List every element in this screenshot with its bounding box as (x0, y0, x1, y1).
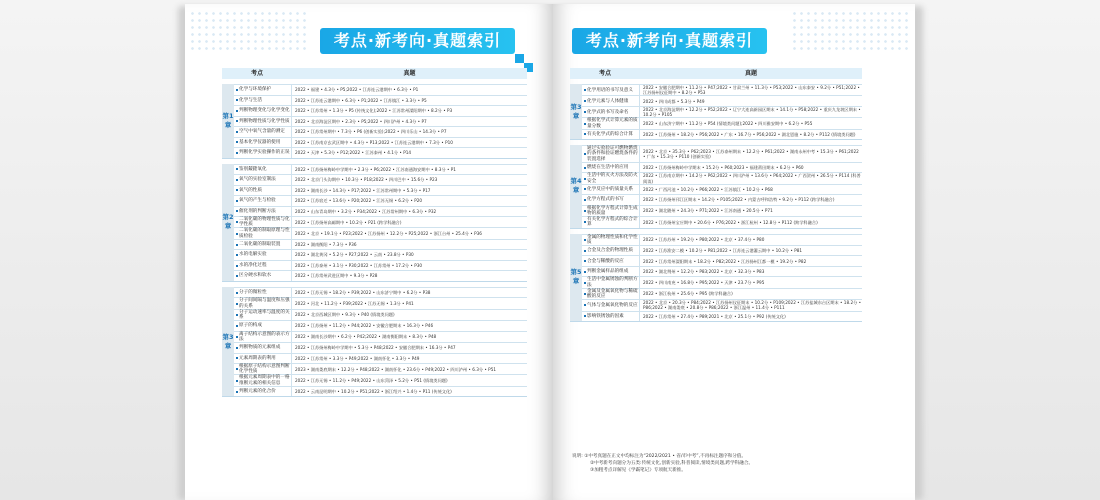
topic-text: 分子的微粒性 (239, 289, 267, 295)
table-row (582, 145, 862, 162)
refs-cell: 2022 • 北京 • 19.1分 • P23;2022 • 江苏扬州 • 12.2分 • P25;2022 • 浙江台州 • 25.4分 • P36 (295, 231, 482, 236)
topic-text: 元素周期表的利用 (239, 355, 276, 361)
left-title-banner (320, 28, 515, 54)
topic-text: 鉴别鍰鍷氧化 (239, 166, 267, 172)
topic-text: 合金与稀酸的反应 (587, 258, 624, 264)
refs-cell: 2022 • 北京 • 20.3分 • P84;2022 • 江苏扬州仪征期末 • 10.2分 • P109;2022 • 江苏盐城东台区期末 • 18.2分 • P86;2022 • 湖南娄底 • 20.8分 • P86;2022 • 浙江温州 • 11.4分 • P111 (643, 300, 862, 311)
dot-pattern (189, 10, 309, 50)
refs-cell: 2022 • 江苏常州溧阳期末 • 18.2分 • P82;2022 • 江苏扬州江都一模 • 19.2分 • P82 (643, 258, 807, 264)
refs-cell: 2022 • 江苏扬州梅岭中学期中 • 5.3分 • P48;2022 • 安徽合肥期末 • 16.3分 • P47 (295, 345, 456, 351)
table-row (234, 249, 527, 260)
refs-cell: 2022 • 江苏南京期中 • 14.2分 • P62;2022 • 四川泸州 • 13.6分 • P64;2022 • 广西贺州 • 26.5分 • P114 (科普阅读) (643, 173, 861, 184)
topic-cell (234, 354, 292, 364)
refs-cell: 2022 • 江苏常州 • 27.4分 • P89;2021 • 北京 • 25.1分 • P92 (传统文化) (643, 313, 786, 319)
chapter-label: 第4章 (570, 145, 582, 227)
chapter-block (222, 287, 527, 398)
table-row (234, 126, 527, 137)
refs-cell: 2022 • 江苏无锡 • 11.2分 • P49;2022 • 山东菏泽 • 5.2分 • P51 (情境类问题) (295, 378, 448, 384)
chapter-label: 第3章 (570, 84, 582, 139)
refs-cell: 2022 • 湖北荆州 • 12.2分 • P83;2022 • 北京 • 32.3分 • P83 (643, 269, 765, 275)
table-row (234, 287, 527, 298)
topic-cell (234, 217, 292, 227)
chapter-block (570, 84, 862, 140)
refs-cell: 2022 • 江苏扬州邗江区期末 • 14.2分 • P105;2022 • 内蒙古呼和浩特 • 9.2分 • P112 (跨学科融合) (643, 197, 835, 203)
topic-cell (582, 235, 640, 245)
refs-cell: 2022 • 江苏常州期中 • 7.3分 • P6 (创新实验);2022 • 四川乐山 • 14.3分 • P7 (295, 129, 447, 135)
topic-cell (582, 146, 640, 162)
topic-text: 判断物理变化与化学变化 (239, 108, 290, 114)
topic-cell (234, 240, 292, 250)
refs-cell: 2022 • 江苏扬州 • 18.2分 • P56;2022 • 广东 • 16.7分 • P56;2022 • 湖北恩施 • 8.2分 • P112 (情境类问题) (643, 131, 856, 137)
table-row (582, 184, 862, 195)
chapter-block (570, 145, 862, 228)
topic-cell (582, 130, 640, 140)
topic-text: 化学反应中的质量关系 (587, 186, 633, 192)
refs-cell: 2022 • 北京 • 35.3分 • P62;2023 • 江苏泰州期末 • 12.2分 • P61;2022 • 湖南永州中考 • 15.3分 • P61;2022 • 广东 • 15.3分 • P110 (创新实验) (643, 148, 859, 160)
refs-cell: 2022 • 山东青岛期中 • 3.2分 • P34;2022 • 江苏常州期中 • 6.3分 • P32 (295, 208, 437, 214)
topic-text: 判断物质的元素组成 (239, 345, 281, 351)
topic-cell (582, 96, 640, 106)
topic-text: 通过实验验证可燃物燃烧的条件和验证燃烧条件的装置选择 (587, 146, 638, 162)
topic-text: 分子运动速率与温度的关系 (239, 309, 290, 320)
table-row (582, 266, 862, 277)
table-row (582, 311, 862, 322)
refs-cell: 2022 • 山东济宁期中 • 11.2分 • P54 (情境类问题);2022 • 四川雅安期中 • 6.2分 • P55 (643, 120, 813, 126)
refs-cell: 2022 • 江苏宿迁 • 13.6分 • P20;2022 • 江苏无锡 • 6.2分 • P20 (295, 198, 423, 204)
table-row (582, 95, 862, 106)
topic-text: 气体与金属氧化物的反应 (587, 302, 638, 308)
topic-cell (582, 312, 640, 322)
table-row (234, 260, 527, 271)
refs-cell: 2022 • 四川南充 • 16.8分 • P95;2022 • 天津 • 23.7分 • P95 (643, 280, 765, 286)
topic-text: 二氧化碳的制取装置 (239, 241, 281, 247)
topic-cell (582, 300, 640, 310)
topic-cell (234, 96, 292, 106)
table-row (582, 288, 862, 299)
refs-cell: 2022 • 云南昆明期中 • 10.2分 • P51;2022 • 浙江绍兴 • 1.4分 • P11 (传统文化) (295, 388, 452, 394)
topic-text: 氧气的产生与检验 (239, 198, 276, 204)
col-topic: 考点 (250, 70, 263, 77)
table-row (582, 129, 862, 140)
topic-cell (234, 228, 292, 238)
refs-cell: 2022 • 四川成都 • 5.3分 • P49 (643, 98, 705, 104)
topic-cell (234, 196, 292, 206)
table-row (582, 84, 862, 95)
table-row (582, 299, 862, 310)
topic-text: 催化剂的判断方法 (239, 208, 276, 214)
refs-cell: 2022 • 江苏常州 • 1.3分 • P5 (传统文化);2022 • 江苏常州溧阳期中 • 8.2分 • P3 (295, 108, 453, 114)
table-row (234, 270, 527, 281)
refs-cell: 2022 • 北京西城区期中 • 9.3分 • P40 (情境类问题) (295, 312, 395, 318)
topic-text: 影响铁锈蚀的因素 (587, 313, 624, 319)
refs-cell: 2022 • 江苏常州 • 3.3分 • P49;2022 • 湖南怀化 • 3.3分 • P49 (295, 355, 420, 361)
refs-cell: 2022 • 北京海淀期中 • 12.2分 • P52;2022 • 辽宁大连高新园区期末 • 14.1分 • P58;2022 • 重庆九龙坡区期末 • 10.2分 • P105 (643, 106, 861, 118)
topic-text: 空气中氧气含量的测定 (239, 129, 285, 135)
refs-cell: 2022 • 湖南长沙期中 • 6.2分 • P42;2022 • 湖南衡阳期末 • 8.3分 • P48 (295, 334, 437, 340)
note-line: 说明: ①中考真题在正文中均标注为“2022/2021 • 省/市中考”,不再标注题序和分值。 (572, 454, 747, 459)
topic-cell (582, 206, 640, 216)
topic-cell (234, 175, 292, 185)
topic-cell (582, 85, 640, 95)
topic-text: 根据化学式计算元素的质量分数 (587, 118, 638, 129)
topic-cell (582, 289, 640, 299)
refs-cell: 2022 • 北京门头沟期中 • 10.3分 • P18;2022 • 四川巴中 • 15.6分 • P23 (295, 177, 438, 183)
topic-cell (582, 185, 640, 195)
chapter-label: 第5章 (570, 234, 582, 322)
table-row (234, 95, 527, 106)
table-row (582, 194, 862, 205)
table-row (234, 297, 527, 308)
refs-cell: 2022 • 江苏无锡 • 18.2分 • P39;2022 • 山东济宁期中 • 6.2分 • P38 (295, 289, 431, 295)
table-row (582, 255, 862, 266)
topic-cell (582, 217, 640, 227)
topic-cell (582, 107, 640, 117)
topic-cell (234, 271, 292, 281)
table-row (234, 320, 527, 331)
topic-text: 生活中金属锈蚀的判断方法 (587, 277, 638, 288)
topic-text: 二氧化碳的物理性质与化学性质 (239, 217, 290, 228)
refs-cell: 2022 • 江苏苏州 • 19.2分 • P80;2022 • 北京 • 37.4分 • P80 (643, 237, 765, 243)
refs-cell: 2022 • 江苏扬州高邮期中 • 10.2分 • P21 (跨学科融合) (295, 219, 402, 225)
topic-text: 基本化学仪器的使用 (239, 139, 281, 145)
topic-cell (234, 117, 292, 127)
table-row (582, 162, 862, 173)
table-row (234, 239, 527, 250)
topic-text: 化学与环境保护 (239, 87, 272, 93)
table-row (582, 205, 862, 216)
table-row (234, 227, 527, 238)
topic-cell (234, 310, 292, 320)
refs-cell: 2022 • 湖北黄冈 • 5.2分 • P27;2022 • 云南 • 23.8分 • P30 (295, 252, 414, 258)
topic-text: 化学用语的书写及意义 (587, 87, 633, 93)
topic-cell (582, 267, 640, 277)
right-title-banner (572, 28, 767, 54)
table-header (570, 68, 862, 79)
topic-cell (582, 277, 640, 287)
topic-cell (582, 163, 640, 173)
table-row (234, 363, 527, 374)
table-row (234, 353, 527, 364)
topic-text: 水的电解实验 (239, 252, 267, 258)
topic-text: 原子的构成 (239, 323, 262, 329)
topic-cell (234, 165, 292, 175)
topic-cell (234, 375, 292, 385)
notes (572, 453, 872, 474)
refs-cell: 2022 • 河北 • 11.2分 • P39;2022 • 江苏无锡 • 1.3分 • P41 (295, 300, 414, 306)
refs-cell: 2023 • 湖南娄底期末 • 12.2分 • P48;2022 • 湖南怀化 • 23.6分 • P49;2022 • 四川泸州 • 6.3分 • P51 (295, 366, 497, 372)
table-row (234, 386, 527, 397)
topic-cell (234, 250, 292, 260)
topic-cell (234, 186, 292, 196)
table-row (582, 234, 862, 245)
refs-cell: 2022 • 广西河池 • 10.2分 • P66;2022 • 江苏镇江 • 10.2分 • P68 (643, 186, 773, 192)
chapter-block (570, 234, 862, 323)
table-header (222, 68, 527, 79)
topic-cell (234, 261, 292, 271)
topic-cell (582, 195, 640, 205)
table-row (582, 276, 862, 287)
topic-text: 判断化学实验操作的正误 (239, 150, 290, 156)
topic-text: 有关化学方程式的综合计算 (587, 217, 638, 228)
refs-cell: 2022 • 江苏扬州梅岭中学期中 • 2.3分 • P6;2022 • 江苏南通海安期中 • 8.3分 • P1 (295, 166, 456, 172)
refs-cell: 2022 • 福建 • 4.3分 • P5;2022 • 江苏连云港期中 • 6.3分 • P1 (295, 87, 419, 93)
table-row (582, 216, 862, 227)
topic-text: 根据化学方程式计算生成物的质量 (587, 205, 638, 216)
refs-cell: 2022 • 浙江杭州 • 25.6分 • P95 (跨学科融合) (643, 291, 733, 297)
topic-cell (234, 364, 292, 374)
topic-cell (582, 246, 640, 256)
chapter-block (222, 84, 527, 159)
topic-cell (234, 288, 292, 298)
topic-cell (234, 332, 292, 342)
table-row (234, 309, 527, 320)
note-line: ③加粗考点详解见《学霸笔记》专项航天新推。 (590, 468, 686, 473)
table-row (582, 106, 862, 117)
right-index-table (570, 68, 862, 322)
table-row (234, 216, 527, 227)
refs-cell: 2022 • 江苏扬州 • 11.2分 • P44;2022 • 安徽合肥期末 • 16.3分 • P46 (295, 323, 434, 329)
refs-cell: 2022 • 江苏淮安二模 • 10.2分 • P81;2022 • 江苏连云港灌云期中 • 10.2分 • P81 (643, 248, 803, 254)
topic-cell (582, 118, 640, 128)
note-line: ②中考新考向题分为五类:传统文化,创新实验,科普阅读,情境类问题,跨学科融合。 (590, 461, 754, 466)
table-row (234, 342, 527, 353)
refs-cell: 2022 • 江苏扬州宝应期中 • 20.6分 • P76;2022 • 浙江杭州 • 12.8分 • P112 (跨学科融合) (643, 219, 818, 225)
topic-cell (234, 321, 292, 331)
refs-cell: 2022 • 江苏常州武进区期中 • 9.3分 • P28 (295, 273, 378, 279)
table-row (234, 206, 527, 217)
table-row (234, 116, 527, 127)
topic-cell (582, 173, 640, 183)
table-row (234, 174, 527, 185)
left-index-table (222, 68, 527, 397)
table-row (234, 164, 527, 175)
col-refs: 真题 (744, 70, 757, 77)
topic-text: 区分硬水和软水 (239, 273, 272, 279)
topic-text: 根据原子结构示意图判断化学性质 (239, 364, 290, 375)
refs-cell: 2022 • 湖南长沙 • 14.3分 • P17;2022 • 江苏常州期中 • 5.3分 • P17 (295, 187, 431, 193)
chapter-label: 第2章 (222, 164, 234, 281)
topic-text: 判断物理性质与化学性质 (239, 118, 290, 124)
right-title: 考点·新考向·真题索引 (585, 31, 754, 50)
refs-cell: 2022 • 江苏连云港期中 • 6.3分 • P1;2022 • 江苏镇江 • 3.3分 • P5 (295, 97, 427, 103)
topic-text: 分子间间隔与温度和压强的关系 (239, 298, 290, 309)
topic-cell (234, 85, 292, 95)
refs-cell: 2022 • 江苏南京玄武区期中 • 4.3分 • P13;2022 • 江苏连云港期中 • 7.3分 • P10 (295, 139, 453, 145)
refs-cell: 2022 • 天津 • 5.3分 • P12;2022 • 江苏泰州 • 4.1分 • P14 (295, 150, 412, 156)
topic-text: 根据元素周期表中的一格推断元素的相关信息 (239, 375, 290, 386)
topic-cell (582, 256, 640, 266)
topic-cell (234, 148, 292, 158)
chapter-block (222, 164, 527, 282)
topic-text: 化学方程式的书写 (587, 197, 624, 203)
topic-text: 合金及合金的物理性质 (587, 248, 633, 254)
dot-pattern (791, 10, 911, 50)
topic-cell (234, 298, 292, 308)
topic-text: 离子结构示意图的表示方法 (239, 331, 290, 342)
table-row (582, 117, 862, 128)
topic-text: 氧气的性质 (239, 187, 262, 193)
topic-cell (234, 106, 292, 116)
topic-cell (234, 207, 292, 217)
table-row (234, 374, 527, 385)
topic-text: 化学与生活 (239, 97, 262, 103)
refs-cell: 2022 • 北京海淀区期中 • 2.3分 • P5;2022 • 四川泸州 • 4.3分 • P7 (295, 118, 427, 124)
col-topic: 考点 (598, 70, 611, 77)
topic-text: 化学式的书写及命名 (587, 109, 629, 115)
refs-cell: 2022 • 江苏泰州 • 3.1分 • P30;2022 • 江苏常州 • 17.2分 • P30 (295, 262, 423, 268)
topic-text: 有关化学式的综合计算 (587, 131, 633, 137)
refs-cell: 2022 • 湖南衡阳 • 7.3分 • P36 (295, 241, 357, 247)
topic-text: 化学元素与人体健康 (587, 98, 629, 104)
table-row (582, 245, 862, 256)
table-row (234, 84, 527, 95)
chapter-label: 第3章 (222, 287, 234, 397)
topic-text: 水的净化过程 (239, 262, 267, 268)
chapter-label: 第1章 (222, 84, 234, 158)
refs-cell: 2022 • 江苏扬州梅岭中学期末 • 15.2分 • P60;2023 • 福建莆田期末 • 6.2分 • P60 (643, 164, 804, 170)
table-row (234, 195, 527, 206)
table-row (234, 137, 527, 148)
table-row (234, 105, 527, 116)
table-row (234, 331, 527, 342)
topic-cell (234, 387, 292, 397)
table-row (582, 172, 862, 183)
topic-text: 金属及金属氧化物与稀硫酸的反应 (587, 288, 638, 300)
left-title: 考点·新考向·真题索引 (333, 31, 502, 50)
refs-cell: 2022 • 湖北随州 • 24.3分 • P71;2022 • 江苏南通 • 20.5分 • P71 (643, 208, 773, 214)
topic-text: 二氧化碳的制取原理与性质检验 (239, 228, 290, 239)
topic-text: 燃烧在生活中的应用 (587, 164, 629, 170)
topic-cell (234, 127, 292, 137)
topic-cell (234, 138, 292, 148)
table-row (234, 185, 527, 196)
col-refs: 真题 (403, 70, 416, 77)
table-row (234, 147, 527, 158)
topic-text: 判断金属样品的组成 (587, 269, 629, 275)
topic-text: 氧气的实验室制法 (239, 177, 276, 183)
refs-cell: 2022 • 安徽合肥期中 • 11.2分 • P47;2022 • 甘肃兰州 • 11.3分 • P53;2022 • 山东泰安 • 9.2分 • P51;2022 • 江苏扬州仪征期中 • 8.2分 • P53 (643, 85, 860, 96)
topic-text: 判断元素的化合价 (239, 388, 276, 394)
topic-text: 金属的物理性质和化学性质 (587, 234, 638, 245)
topic-text: 生活中的灭火方法及防火安全 (587, 173, 638, 184)
topic-cell (234, 343, 292, 353)
